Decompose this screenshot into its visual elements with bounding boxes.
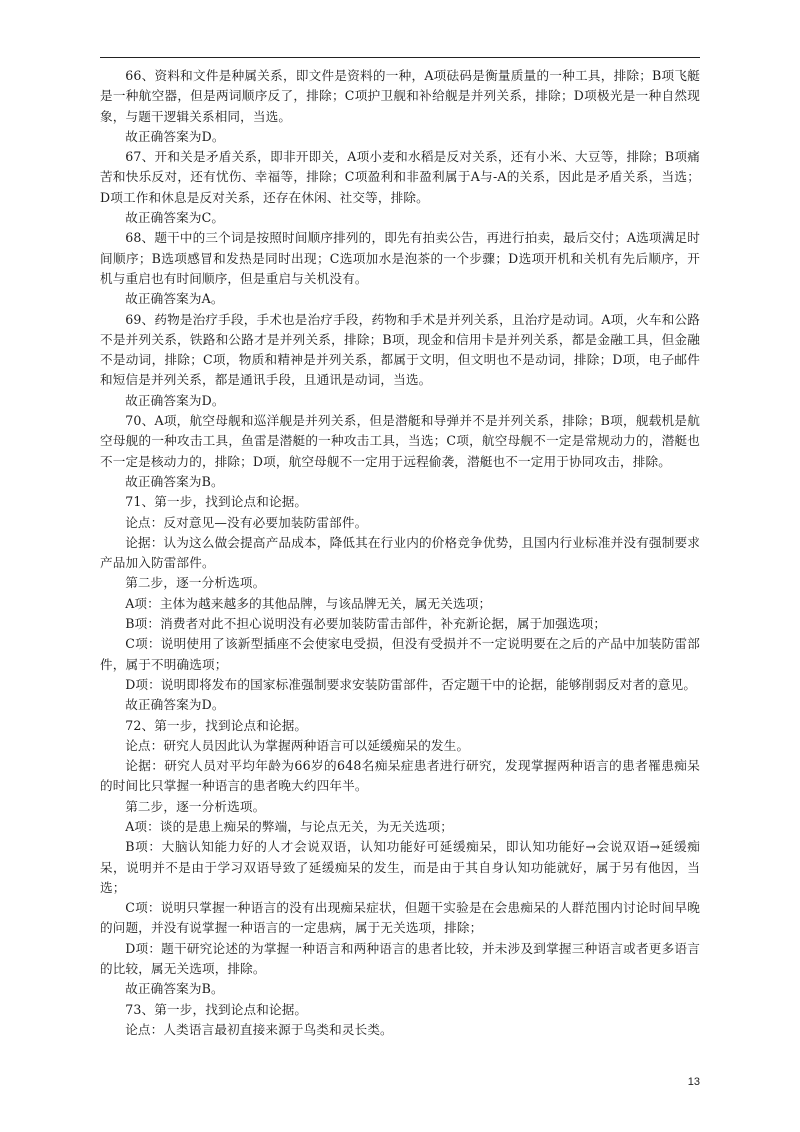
paragraph: B项：消费者对此不担心说明没有必要加装防雷击部件，补充新论据，属于加强选项； — [125, 616, 607, 632]
paragraph: A项：主体为越来越多的其他品牌，与该品牌无关，属无关选项； — [125, 595, 492, 611]
paragraph: 故正确答案为D。 — [125, 392, 225, 408]
paragraph: 论点：研究人员因此认为掌握两种语言可以延缓痴呆的发生。 — [125, 737, 470, 753]
paragraph: 67、开和关是矛盾关系，即非开即关，A项小麦和水稻是反对关系，还有小米、大豆等，排除；B项痛苦和快乐反对，还有忧伤、幸福等，排除；C项盈利和非盈利属于A与-A的关系，因此是矛盾关系，当选；D项工作和休息是反对关系，还存在休闲、社交等，排除。 — [100, 149, 700, 205]
paragraph: 故正确答案为D。 — [125, 128, 225, 144]
paragraph: C项：说明使用了该新型插座不会使家电受损，但没有受损并不一定说明要在之后的产品中加装防雷部件，属于不明确选项； — [100, 636, 700, 672]
paragraph: 故正确答案为B。 — [125, 473, 224, 489]
paragraph: 72、第一步，找到论点和论据。 — [125, 717, 308, 733]
paragraph: 第二步，逐一分析选项。 — [125, 575, 266, 591]
paragraph: 故正确答案为B。 — [125, 981, 224, 997]
paragraph: 论据：研究人员对平均年龄为66岁的648名痴呆症患者进行研究，发现掌握两种语言的患者罹患痴呆的时间比只掌握一种语言的患者晚大约四年半。 — [100, 758, 700, 794]
paragraph: 第二步，逐一分析选项。 — [125, 798, 266, 814]
paragraph: 71、第一步，找到论点和论据。 — [125, 494, 308, 510]
paragraph: 73、第一步，找到论点和论据。 — [125, 1001, 308, 1017]
paragraph: 70、A项，航空母舰和巡洋舰是并列关系，但是潜艇和导弹并不是并列关系，排除；B项，舰载机是航空母舰的一种攻击工具，鱼雷是潜艇的一种攻击工具，当选；C项，航空母舰不一定是常规动力的，潜艇也不一定是核动力的，排除；D项，航空母舰不一定用于远程偷袭，潜艇也不一定用于协同攻击，排除。 — [100, 413, 700, 469]
paragraph: 论据：认为这么做会提高产品成本，降低其在行业内的价格竞争优势，且国内行业标准并没有强制要求产品加入防雷部件。 — [100, 534, 700, 571]
paragraph: 故正确答案为D。 — [125, 697, 225, 713]
paragraph: 故正确答案为C。 — [125, 210, 225, 226]
paragraph: C项：说明只掌握一种语言的没有出现痴呆症状，但题干实验是在会患痴呆的人群范围内讨论时间早晚的问题，并没有说掌握一种语言的一定患病，属于无关选项，排除； — [100, 900, 700, 936]
paragraph: 论点：反对意见—没有必要加装防雷部件。 — [125, 514, 368, 530]
paragraph: D项：说明即将发布的国家标准强制要求安装防雷部件，否定题干中的论据，能够削弱反对者的意见。 — [125, 676, 697, 692]
paragraph: A项：谈的是患上痴呆的弊端，与论点无关，为无关选项； — [125, 818, 454, 834]
paragraph: D项：题干研究论述的为掌握一种语言和两种语言的患者比较，并未涉及到掌握三种语言或者更多语言的比较，属无关选项，排除。 — [100, 940, 700, 977]
paragraph: 69、药物是治疗手段，手术也是治疗手段，药物和手术是并列关系，且治疗是动词。A项，火车和公路不是并列关系，铁路和公路才是并列关系，排除；B项，现金和信用卡是并列关系，都是金融工具，但金融不是动词，排除；C项，物质和精神是并列关系，都属于文明，但文明也不是动词，排除；D项，电子邮件和短信是并列关系，都是通讯手段，且通讯是动词，当选。 — [100, 311, 700, 388]
paragraph: 故正确答案为A。 — [125, 291, 224, 307]
header-rule — [100, 57, 700, 58]
answer-explanations — [100, 66, 700, 1040]
paragraph: B项：大脑认知能力好的人才会说双语，认知功能好可延缓痴呆，即认知功能好→会说双语→延缓痴呆，说明并不是由于学习双语导致了延缓痴呆的发生，而是由于其自身认知功能就好，属于另有他因，当选； — [100, 839, 700, 895]
paragraph: 66、资料和文件是种属关系，即文件是资料的一种，A项砝码是衡量质量的一种工具，排除；B项飞艇是一种航空器，但是两词顺序反了，排除；C项护卫舰和补给舰是并列关系，排除；D项极光是一种自然现象，与题干逻辑关系相同，当选。 — [100, 68, 700, 124]
page-number: 13 — [687, 1076, 700, 1088]
paragraph: 论点：人类语言最初直接来源于鸟类和灵长类。 — [125, 1021, 393, 1037]
paragraph: 68、题干中的三个词是按照时间顺序排列的，即先有拍卖公告，再进行拍卖，最后交付；A选项满足时间顺序；B选项感冒和发热是同时出现；C选项加水是泡茶的一个步骤；D选项开机和关机有先后顺序，开机与重启也有时间顺序，但是重启与关机没有。 — [100, 230, 700, 286]
